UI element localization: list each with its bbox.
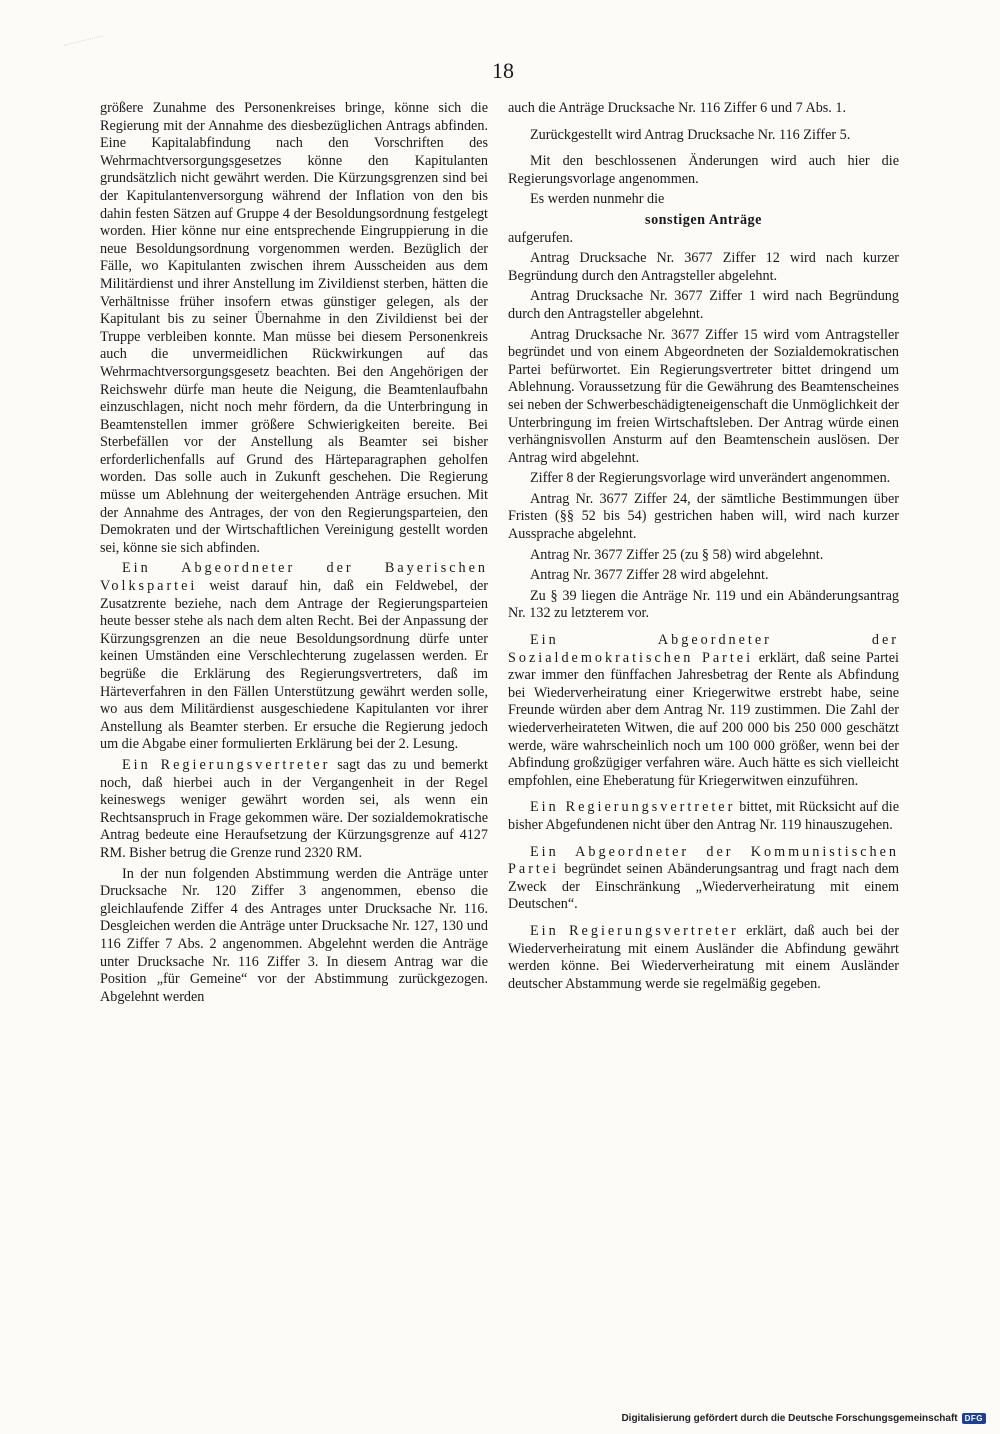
credit-text: Digitalisierung gefördert durch die Deutsche Forschungsgemeinschaft — [621, 1413, 958, 1424]
paragraph: Ein Regierungsvertreter bittet, mit Rücksicht auf die bisher Abgefundenen nicht über den Antrag Nr. 119 hinauszugehen. — [508, 799, 899, 833]
dfg-logo: DFG — [962, 1413, 986, 1424]
paragraph: Ein Abgeordneter der Bayerischen Volkspartei weist darauf hin, daß ein Feldwebel, der Zusatzrente beziehe, nach dem Antrage der Regierungsparteien heute besser stehe als nach dem alten Recht. Bei der Anpassung der Kürzungsgrenzen an die neue Besoldungsordnung dürfe unter keinen Umständen eine Verschlechterung zugelassen werden. Er begrüße die Erklärung des Regierungsvertreters, daß im Härteverfahren in den Fällen Unterstützung gewährt werden solle, wo aus dem Militärdienst ausgeschiedene Kapitulanten vor ihrer Anstellung als Beamter sterben. Er ersuche die Regierung jedoch um die Abgabe einer formulierten Erklärung bei der 2. Lesung. — [100, 560, 488, 753]
spaced-speaker: Ein Abgeordneter der Sozialdemokratischen Partei — [508, 632, 899, 666]
paragraph: Antrag Drucksache Nr. 3677 Ziffer 1 wird nach Begründung durch den Antragsteller abgelehnt. — [508, 288, 899, 322]
paragraph: auch die Anträge Drucksache Nr. 116 Ziffer 6 und 7 Abs. 1. — [508, 100, 847, 116]
paragraph: Antrag Drucksache Nr. 3677 Ziffer 12 wird nach kurzer Begründung durch den Antragsteller abgelehnt. — [508, 250, 899, 284]
right-column — [508, 100, 899, 996]
paragraph: Mit den beschlossenen Änderungen wird auch hier die Regierungsvorlage angenommen. — [508, 153, 899, 187]
paragraph: Zu § 39 liegen die Anträge Nr. 119 und ein Abänderungsantrag Nr. 132 zu letzterem vor. — [508, 587, 899, 622]
paragraph: größere Zunahme des Personenkreises bringe, könne sich die Regierung mit der Annahme des diesbezüglichen Antrags abfinden. Eine Kapitalabfindung nach den Vorschriften des Wehrmachtversorgungsgesetzes könne den Kapitulanten grundsätzlich nicht gewährt werden. Die Kürzungsgrenzen sind bei der Kapitulantenversorgung während der Inflation von den bis dahin festen Sätzen auf Gruppe 4 der Besoldungsordnung festgelegt worden. Hier könne nur eine entsprechende Eingruppierung in die neue Besoldungsordnung vorgenommen werden. Bezüglich der Fälle, wo Kapitulanten zwischen ihrem Ausscheiden aus dem Militärdienst und ihrer Anstellung im Zivildienst sterben, hätten die Verhältnisse früher insofern etwas günstiger gelegen, als der Kapitulant bis zu seiner Übernahme in den Zivildienst bei der Truppe verbleiben konnte. Man müsse bei diesem Personenkreis auch die unvermeidlichen Rückwirkungen auf das Wehrmachtversorgungsgesetz beachten. Bei den Angehörigen der Reichswehr dürfe man heute die Neigung, die Beamtenlaufbahn einzuschlagen, nicht noch mehr fördern, da die Unterbringung in Beamtenstellen immer größere Schwierigkeiten bereite. Bei Sterbefällen vor der Anstellung als Beamter sei bisher erforderlichenfalls auf Grund des Härteparagraphen geholfen worden. Das solle auch in Zukunft geschehen. Die Regierung müsse um Ablehnung der weitergehenden Anträge ersuchen. Mit der Annahme des Antrages, der von den Regierungsparteien, den Demokraten und der Wirtschaftlichen Vereinigung gestellt worden sei, könne sie sich abfinden. — [100, 100, 488, 556]
section-heading: sonstigen Anträge — [645, 211, 762, 228]
scan-speck — [64, 35, 105, 51]
paragraph: Ziffer 8 der Regierungsvorlage wird unverändert angenommen. — [530, 470, 891, 487]
page-number: 18 — [492, 58, 514, 83]
paragraph: Zurückgestellt wird Antrag Drucksache Nr. 116 Ziffer 5. — [530, 126, 851, 143]
spaced-speaker: Ein Abgeordneter der Kommunistischen Partei — [508, 843, 899, 878]
spaced-speaker: Ein Abgeordneter der Bayerischen Volkspartei — [100, 560, 488, 595]
paragraph: Ein Abgeordneter der Sozialdemokratischen Partei erklärt, daß seine Partei zwar immer den fünffachen Jahresbetrag der Rente als Abfindung bei Wiederverheiratung einer Kriegerwitwe erstrebt habe, seine Freunde würden aber dem Antrag Nr. 119 zustimmen. Die Zahl der wiederverheirateten Witwen, die auf 200 000 bis 250 000 geschätzt werde, wäre wahrscheinlich noch um 100 000 größer, wenn bei der Abfindung großzügiger verfahren wäre. Auch hätte es sich vielleicht empfohlen, eine Eheberatung für Kriegerwitwen einzuführen. — [508, 632, 899, 789]
paragraph: Antrag Nr. 3677 Ziffer 28 wird abgelehnt. — [530, 567, 769, 584]
digitization-credit — [621, 1413, 986, 1424]
paragraph: Antrag Nr. 3677 Ziffer 25 (zu § 58) wird abgelehnt. — [530, 546, 824, 563]
spaced-speaker: Ein Regierungsvertreter — [530, 799, 736, 816]
paragraph: Es werden nunmehr die — [530, 191, 665, 208]
paragraph: aufgerufen. — [508, 229, 573, 246]
spaced-speaker: Ein Regierungsvertreter — [530, 922, 739, 939]
paragraph: Ein Abgeordneter der Kommunistischen Partei begründet seinen Abänderungsantrag und fragt nach dem Zweck der Einschränkung „Wiederverheiratung mit einem Deutschen“. — [508, 843, 899, 913]
paragraph: Ein Regierungsvertreter sagt das zu und bemerkt noch, daß hierbei auch in der Vergangenheit in der Regel keineswegs weniger gewährt worden sei, als wenn ein Rechtsanspruch in Frage gekommen wäre. Der sozialdemokratische Antrag bedeute eine Heraufsetzung der Kürzungsgrenze auf 4127 RM. Bisher betrug die Grenze rund 2320 RM. — [100, 756, 489, 861]
spaced-speaker: Ein Regierungsvertreter — [122, 756, 331, 773]
paragraph: In der nun folgenden Abstimmung werden die Anträge unter Drucksache Nr. 120 Ziffer 3 angenommen, ebenso die gleichlaufende Ziffer 4 des Antrages unter Drucksache Nr. 116. Desgleichen werden die Anträge unter Drucksache Nr. 127, 130 und 116 Ziffer 7 Abs. 2 angenommen. Abgelehnt werden die Anträge unter Drucksache Nr. 116 Ziffer 3. In diesem Antrag war die Position „für Gemeine“ vor der Abstimmung zurückgezogen. Abgelehnt werden — [100, 865, 488, 1005]
left-column — [100, 100, 488, 1009]
paragraph: Antrag Nr. 3677 Ziffer 24, der sämtliche Bestimmungen über Fristen (§§ 52 bis 54) gestrichen haben will, wird nach kurzer Aussprache abgelehnt. — [508, 490, 899, 543]
paragraph: Antrag Drucksache Nr. 3677 Ziffer 15 wird vom Antragsteller begründet und von einem Abgeordneten der Sozialdemokratischen Partei befürwortet. Ein Regierungsvertreter bittet dringend um Ablehnung. Voraussetzung für die Gewährung des Beamtenscheines sei neben der Schwerbeschädigteneigenschaft die Unmöglichkeit der Unterbringung im freien Wirtschaftsleben. Der Antrag würde einen verhängnisvollen Ansturm auf den Beamtenschein auslösen. Der Antrag wird abgelehnt. — [508, 326, 899, 466]
paragraph: Ein Regierungsvertreter erklärt, daß auch bei der Wiederverheiratung mit einem Ausländer die Abfindung gewährt werden könne. Bei Wiederverheiratung mit einem Ausländer deutscher Abstammung werde sie regelmäßig gegeben. — [508, 922, 899, 992]
